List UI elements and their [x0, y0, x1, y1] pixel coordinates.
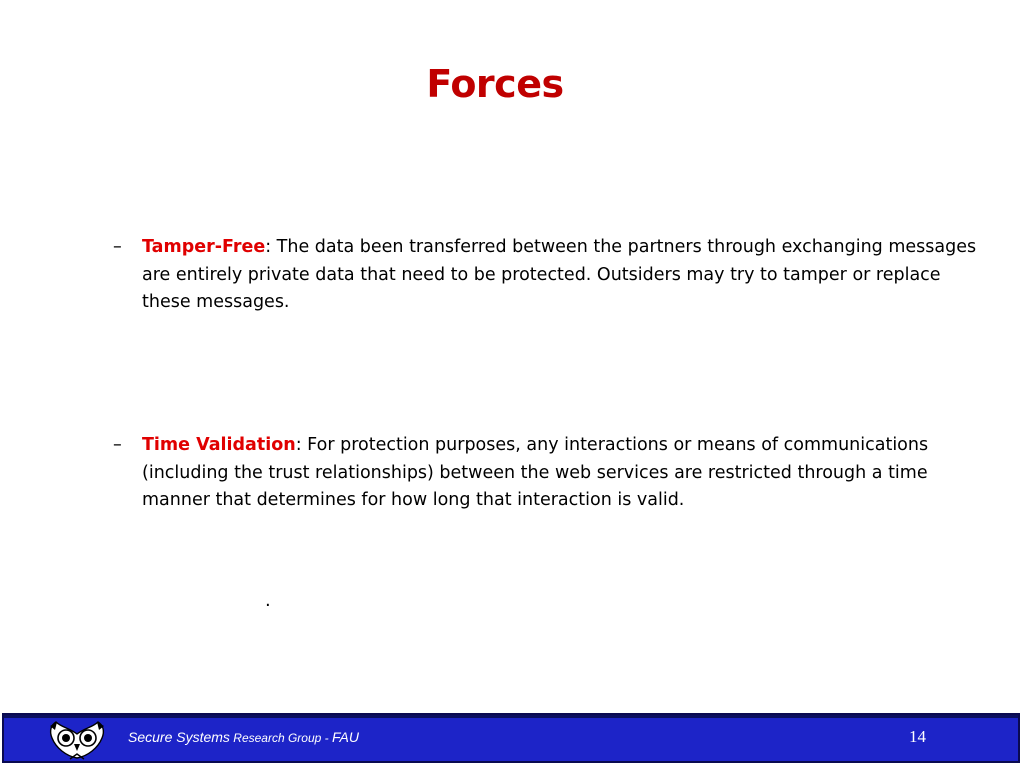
bullet-term: Tamper-Free — [142, 237, 266, 257]
slide-title: Forces — [426, 62, 564, 106]
footer-top-rule — [4, 715, 1018, 718]
bullet-text: : For protection purposes, any interactions or means of communications (including the trust relationships) between the web services are restricted through a time manner that determines for how long that interaction is valid. — [142, 435, 929, 510]
page-number: 14 — [909, 727, 926, 746]
dash-bullet-marker: – — [113, 237, 122, 257]
footer-bar — [2, 713, 1020, 763]
bullet-body — [142, 234, 977, 317]
footer-organization: Secure Systems Research Group - FAU — [128, 729, 359, 745]
dash-bullet-marker: – — [113, 435, 122, 455]
bullet-body — [142, 432, 977, 515]
stray-period-mark: . — [265, 590, 271, 611]
bullet-text: : The data been transferred between the partners through exchanging messages are entirely private data that need to be protected. Outsiders may try to tamper or replace these messages. — [142, 237, 977, 312]
bullet-term: Time Validation — [142, 435, 296, 455]
owl-logo-icon — [44, 718, 110, 762]
